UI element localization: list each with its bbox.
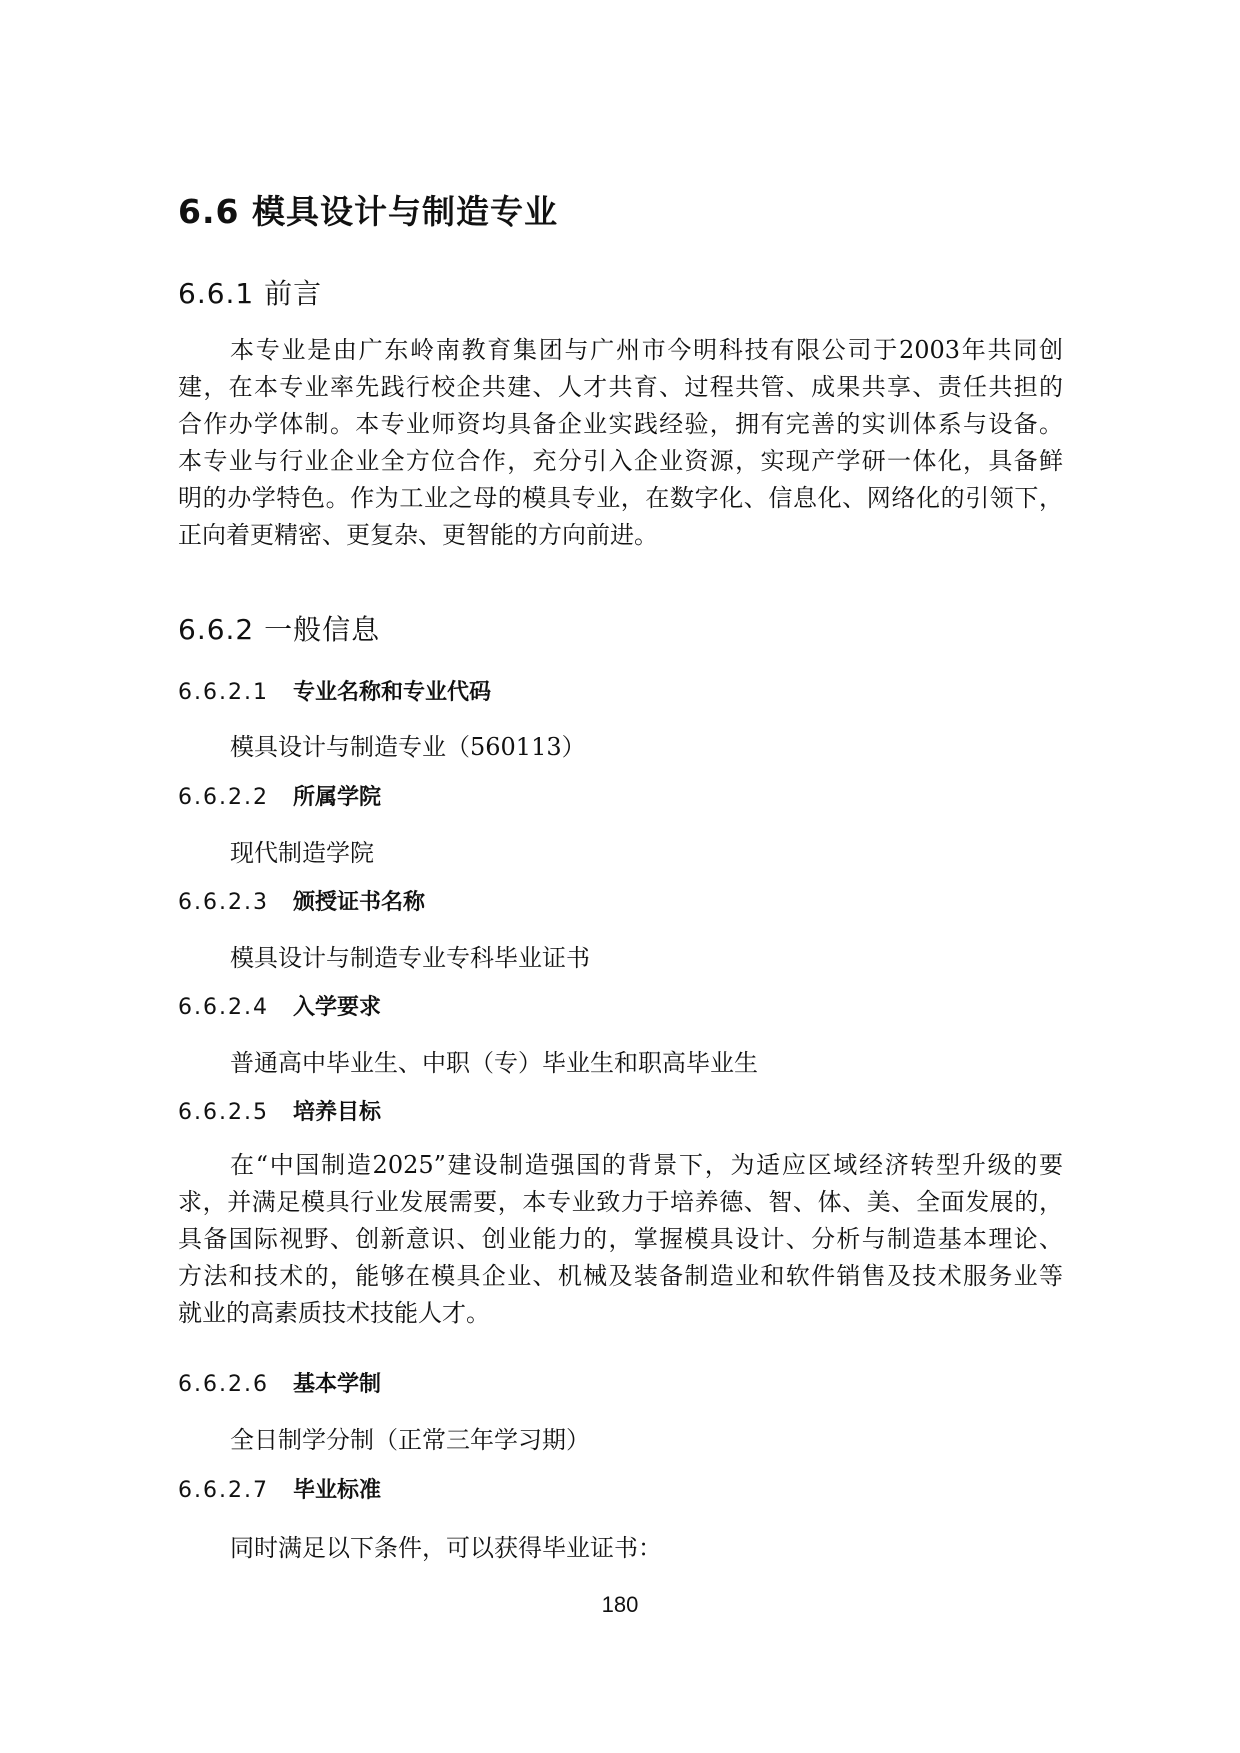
subsection-number: 6.6.2.7	[178, 1478, 269, 1503]
subsection-heading	[178, 1473, 381, 1504]
subsection-number: 6.6.2.5	[178, 1100, 269, 1125]
duration-value: 全日制学分制（正常三年学习期）	[230, 1426, 590, 1454]
subsection-number: 6.6.2.3	[178, 890, 269, 915]
objective-line: 求，并满足模具行业发展需要，本专业致力于培养德、智、体、美、全面发展的，	[178, 1188, 1063, 1216]
subsection-heading	[178, 780, 381, 811]
subsection-number: 6.6.2.6	[178, 1372, 269, 1397]
subsection-title: 所属学院	[293, 785, 382, 810]
intro-heading: 6.6.1 前言	[178, 277, 323, 310]
subsection-number: 6.6.2.4	[178, 995, 269, 1020]
subsection-heading	[178, 675, 491, 706]
page-number: 180	[601, 1592, 639, 1617]
intro-line: 本专业是由广东岭南教育集团与广州市今明科技有限公司于2003年共同创	[230, 336, 1063, 364]
intro-line: 明的办学特色。作为工业之母的模具专业，在数字化、信息化、网络化的引领下，	[178, 484, 1063, 512]
objective-line: 就业的高素质技术技能人才。	[178, 1299, 490, 1327]
intro-line: 本专业与行业企业全方位合作，充分引入企业资源，实现产学研一体化，具备鲜	[178, 447, 1063, 475]
subsection-title: 颁授证书名称	[293, 890, 426, 915]
subsection-heading	[178, 1367, 381, 1398]
section-title: 6.6 模具设计与制造专业	[178, 192, 558, 231]
subsection-title: 入学要求	[293, 995, 382, 1020]
subsection-title: 培养目标	[293, 1100, 382, 1125]
subsection-title: 专业名称和专业代码	[293, 680, 492, 705]
subsection-heading	[178, 885, 425, 916]
intro-line: 建，在本专业率先践行校企共建、人才共育、过程共管、成果共享、责任共担的	[178, 373, 1063, 401]
objective-line: 具备国际视野、创新意识、创业能力的，掌握模具设计、分析与制造基本理论、	[178, 1225, 1063, 1253]
subsection-title: 基本学制	[293, 1372, 382, 1397]
subsection-number: 6.6.2.1	[178, 680, 269, 705]
intro-line: 合作办学体制。本专业师资均具备企业实践经验，拥有完善的实训体系与设备。	[178, 410, 1063, 438]
certificate-value: 模具设计与制造专业专科毕业证书	[230, 944, 590, 972]
major-name-value: 模具设计与制造专业（560113）	[230, 733, 586, 761]
subsection-number: 6.6.2.2	[178, 785, 269, 810]
general-heading: 6.6.2 一般信息	[178, 613, 381, 646]
objective-line: 方法和技术的，能够在模具企业、机械及装备制造业和软件销售及技术服务业等	[178, 1262, 1063, 1290]
objective-line: 在“中国制造2025”建设制造强国的背景下，为适应区域经济转型升级的要	[230, 1151, 1063, 1179]
graduation-value: 同时满足以下条件，可以获得毕业证书：	[230, 1534, 662, 1562]
admission-value: 普通高中毕业生、中职（专）毕业生和职高毕业生	[230, 1049, 758, 1077]
objective-paragraph	[178, 1147, 1063, 1332]
subsection-title: 毕业标准	[293, 1478, 382, 1503]
intro-line: 正向着更精密、更复杂、更智能的方向前进。	[178, 521, 658, 549]
college-value: 现代制造学院	[230, 839, 374, 867]
subsection-heading	[178, 1095, 381, 1126]
subsection-heading	[178, 990, 381, 1021]
intro-paragraph	[178, 332, 1063, 554]
